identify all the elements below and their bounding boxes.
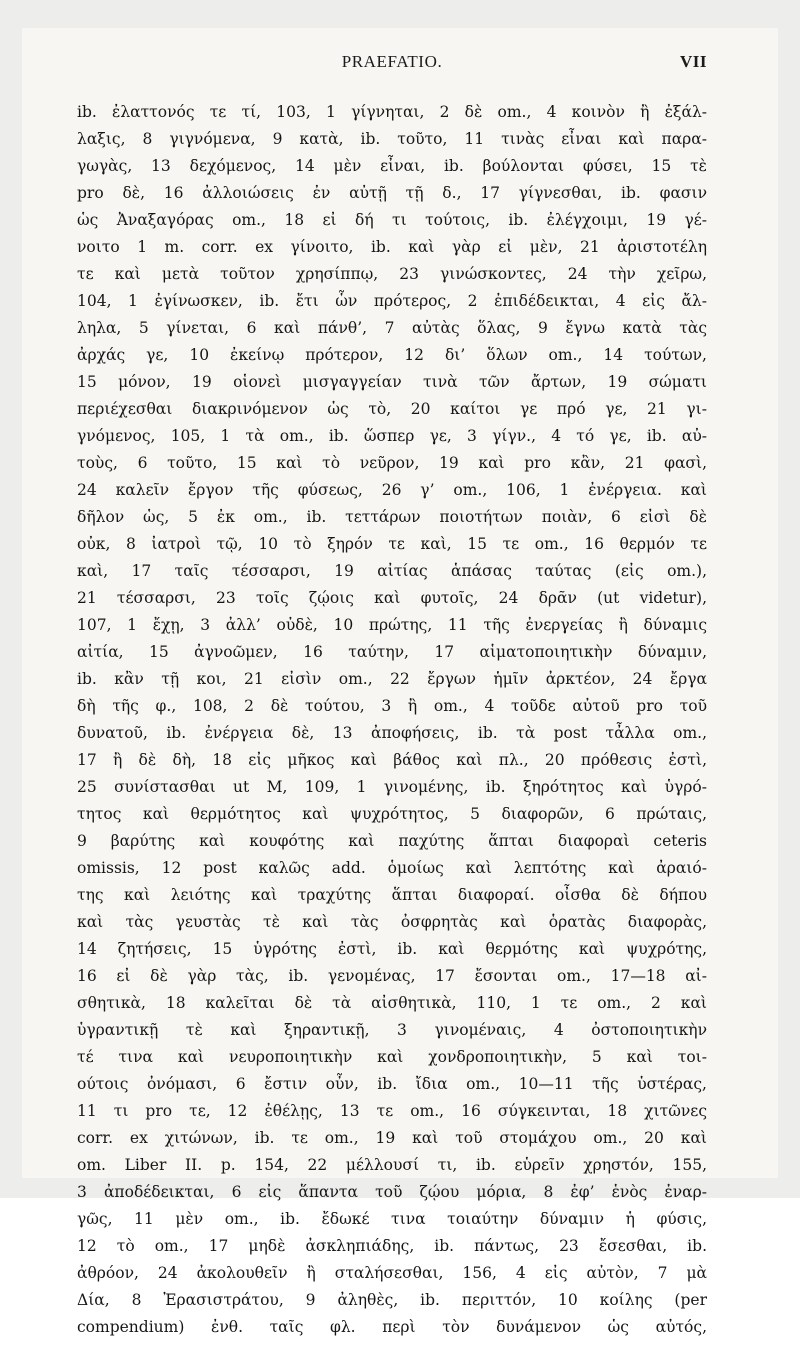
text-line: καὶ τὰς γευστὰς τὲ καὶ τὰς ὀσφρητὰς καὶ ὁρατὰς διαφορὰς, [77, 913, 707, 931]
text-line: 15 μόνον, 19 οἱονεὶ μισγαγγείαν τινὰ τῶν ἄρτων, 19 σώματι [77, 373, 707, 391]
text-line: ὑγραντικῇ τὲ καὶ ξηραντικῇ, 3 γινομέναις, 4 ὀστοποιητικὴν [77, 1021, 707, 1039]
page-number: VII [679, 52, 707, 71]
text-line: 11 τι pro τε, 12 ἐθέλῃς, 13 τε om., 16 σύγκεινται, 18 χιτῶνες [77, 1102, 707, 1120]
text-line: δὴ τῆς φ., 108, 2 δὲ τούτου, 3 ἢ om., 4 τοῦδε αὐτοῦ pro τοῦ [77, 697, 707, 715]
text-line: 104, 1 ἐγίνωσκεν, ib. ἔτι ὧν πρότερος, 2 ἐπιδέδεικται, 4 εἰς ἄλ- [77, 292, 707, 310]
text-line: 24 καλεῖν ἔργον τῆς φύσεως, 26 γ’ om., 106, 1 ἐνέργεια. καὶ [77, 481, 707, 499]
text-line: 12 τὸ om., 17 μηδὲ ἀσκληπιάδης, ib. πάντως, 23 ἔσεσθαι, ib. [77, 1237, 707, 1255]
text-line: 9 βαρύτης καὶ κουφότης καὶ παχύτης ἅπται διαφοραὶ ceteris [77, 832, 707, 850]
text-line: 107, 1 ἔχῃ, 3 ἀλλ’ οὐδὲ, 10 πρώτης, 11 τῆς ἐνεργείας ἢ δύναμις [77, 616, 707, 634]
text-line: 17 ἢ δὲ δὴ, 18 εἰς μῆκος καὶ βάθος καὶ πλ., 20 πρόθεσις ἐστὶ, [77, 751, 707, 769]
text-line: ἀθρόον, 24 ἀκολουθεῖν ἢ σταλήσεσθαι, 156, 4 εἰς αὐτὸν, 7 μὰ [77, 1264, 707, 1282]
text-line: pro δὲ, 16 ἀλλοιώσεις ἐν αὐτῇ τῇ δ., 17 γίγνεσθαι, ib. φασιν [77, 184, 707, 202]
text-line: ib. ἐλαττονός τε τί, 103, 1 γίγνηται, 2 δὲ om., 4 κοινὸν ἢ ἐξάλ- [77, 103, 707, 121]
text-line: περιέχεσθαι διακρινόμενον ὡς τὸ, 20 καίτοι γε πρό γε, 21 γι- [77, 400, 707, 418]
text-line: νοιτο 1 m. corr. ex γίνοιτο, ib. καὶ γὰρ εἰ μὲν, 21 ἀριστοτέλη [77, 238, 707, 256]
text-line: omissis, 12 post καλῶς add. ὁμοίως καὶ λεπτότης καὶ ἀραιό- [77, 859, 707, 877]
text-line: 14 ζητήσεις, 15 ὑγρότης ἐστὶ, ib. καὶ θερμότης καὶ ψυχρότης, [77, 940, 707, 958]
text-line: οὐκ, 8 ἰατροὶ τῷ, 10 τὸ ξηρόν τε καὶ, 15 τε om., 16 θερμόν τε [77, 535, 707, 553]
text-line: om. Liber II. p. 154, 22 μέλλουσί τι, ib. εὑρεῖν χρηστόν, 155, [77, 1156, 707, 1174]
text-line: Δία, 8 Ἐρασιστράτου, 9 ἀληθὲς, ib. περιττόν, 10 κοίλης (per [77, 1291, 707, 1309]
text-line: γνόμενος, 105, 1 τὰ om., ib. ὥσπερ γε, 3 γίγν., 4 τό γε, ib. αὐ- [77, 427, 707, 445]
text-line: τητος καὶ θερμότητος καὶ ψυχρότητος, 5 διαφορῶν, 6 πρώταις, [77, 805, 707, 823]
text-line: σθητικὰ, 18 καλεῖται δὲ τὰ αἰσθητικὰ, 110, 1 τε om., 2 καὶ [77, 994, 707, 1012]
text-line: γῶς, 11 μὲν om., ib. ἔδωκέ τινα τοιαύτην δύναμιν ἡ φύσις, [77, 1210, 707, 1228]
text-line: compendium) ἐνθ. ταῖς φλ. περὶ τὸν δυνάμενον ὡς αὐτός, [77, 1318, 707, 1336]
page-header [77, 52, 707, 74]
text-line: 16 εἰ δὲ γὰρ τὰς, ib. γενομένας, 17 ἔσονται om., 17—18 αἰ- [77, 967, 707, 985]
text-line: ὡς Ἀναξαγόρας om., 18 εἰ δή τι τούτοις, ib. ἐλέγχοιμι, 19 γέ- [77, 211, 707, 229]
text-line: ib. κἂν τῇ κοι, 21 εἰσὶν om., 22 ἔργων ἡμῖν ἀρκτέον, 24 ἔργα [77, 670, 707, 688]
text-line: λαξις, 8 γιγνόμενα, 9 κατὰ, ib. τοῦτο, 11 τινὰς εἶναι καὶ παρα- [77, 130, 707, 148]
text-line: τε καὶ μετὰ τοῦτον χρησίππῳ, 23 γινώσκοντες, 24 τὴν χεῖρω, [77, 265, 707, 283]
text-line: 21 τέσσαρσι, 23 τοῖς ζῴοις καὶ φυτοῖς, 24 δρᾶν (ut videtur), [77, 589, 707, 607]
text-line: corr. ex χιτώνων, ib. τε om., 19 καὶ τοῦ στομάχου om., 20 καὶ [77, 1129, 707, 1147]
apparatus-text [77, 99, 707, 1368]
text-line: δῆλον ὡς, 5 ἐκ om., ib. τεττάρων ποιοτήτων ποιὰν, 6 εἰσὶ δὲ [77, 508, 707, 526]
text-line: ούτοις ὀνόμασι, 6 ἔστιν οὖν, ib. ἴδια om., 10—11 τῆς ὑστέρας, [77, 1075, 707, 1093]
text-line: 3 ἀποδέδεικται, 6 εἰς ἅπαντα τοῦ ζῴου μόρια, 8 ἐφ’ ἑνὸς ἐναρ- [77, 1183, 707, 1201]
running-title: PRAEFATIO. [341, 52, 443, 71]
text-line: της καὶ λειότης καὶ τραχύτης ἅπται διαφοραί. οἶσθα δὲ δήπου [77, 886, 707, 904]
text-line: αἰτία, 15 ἀγνοῶμεν, 16 ταύτην, 17 αἱματοποιητικὴν δύναμιν, [77, 643, 707, 661]
text-line: ληλα, 5 γίνεται, 6 καὶ πάνθ’, 7 αὐτὰς ὅλας, 9 ἔγνω κατὰ τὰς [77, 319, 707, 337]
text-line: καὶ, 17 ταῖς τέσσαρσι, 19 αἰτίας ἁπάσας ταύτας (εἰς om.), [77, 562, 707, 580]
text-line: 25 συνίστασθαι ut M, 109, 1 γινομένης, ib. ξηρότητος καὶ ὑγρό- [77, 778, 707, 796]
text-line [77, 1341, 707, 1368]
text-line: γωγὰς, 13 δεχόμενος, 14 μὲν εἶναι, ib. βούλονται φύσει, 15 τὲ [77, 157, 707, 175]
text-line: τέ τινα καὶ νευροποιητικὴν καὶ χονδροποιητικὴν, 5 καὶ τοι- [77, 1048, 707, 1066]
text-line: δυνατοῦ, ib. ἐνέργεια δὲ, 13 ἀποφήσεις, ib. τὰ post τἆλλα om., [77, 724, 707, 742]
text-line: τοὺς, 6 τοῦτο, 15 καὶ τὸ νεῦρον, 19 καὶ pro κἂν, 21 φασὶ, [77, 454, 707, 472]
text-line: ἀρχάς γε, 10 ἐκείνῳ πρότερον, 12 δι’ ὅλων om., 14 τούτων, [77, 346, 707, 364]
